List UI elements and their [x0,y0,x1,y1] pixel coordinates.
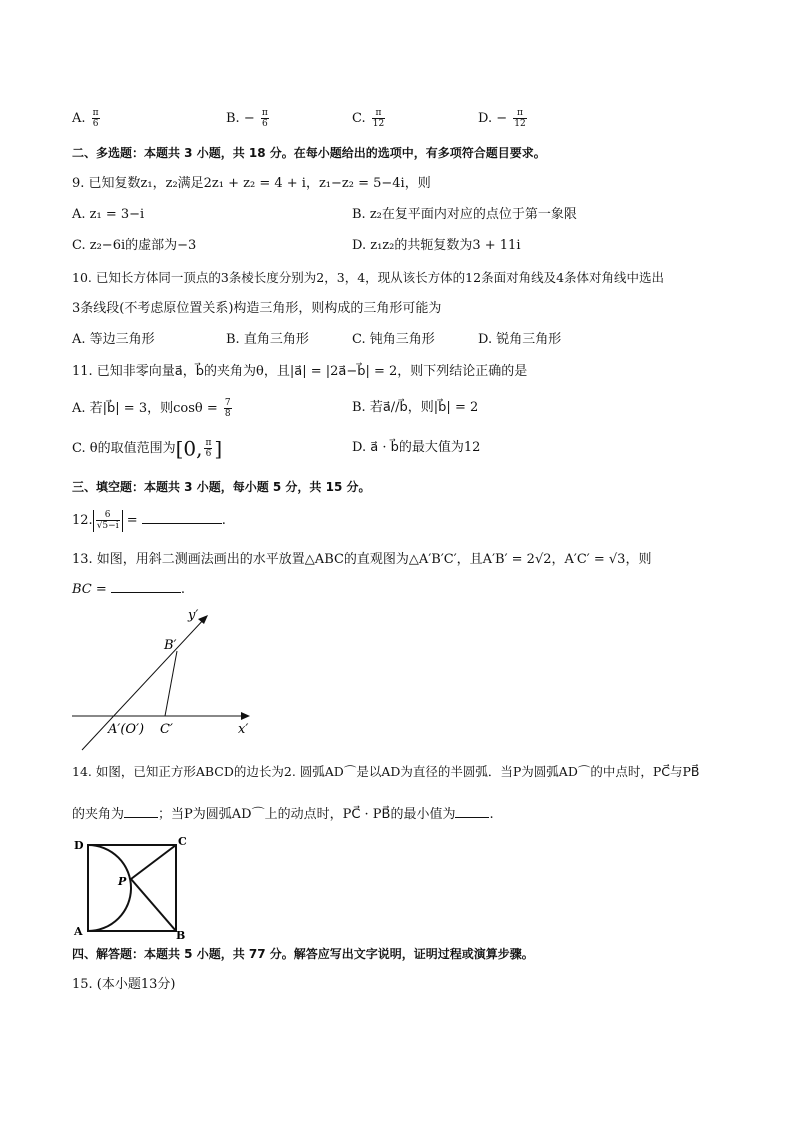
semicircle-arc-ad [88,845,131,931]
fraction: $\frac{\pi}{12}$ [372,108,385,129]
vertex-d-label: D [74,839,84,852]
answer-blank[interactable] [142,511,222,524]
q11-option-c: C. θ的取值范围为[0, $\frac{\pi}{6}$ ] [72,436,223,461]
fraction: $\frac{6}{√5-i}$ [96,510,119,531]
q10-stem-line1: 10. 已知长方体同一顶点的3条棱长度分别为2，3，4，现从该长方体的12条面对角线及4条体对角线中选出 [72,270,665,285]
q10-stem-line2: 3条线段(不考虑原位置关系)构造三角形，则构成的三角形可能为 [72,301,442,316]
q11-option-a: A. 若|b⃗| = 3，则cosθ = $\frac{7}{8}$ [72,398,231,419]
point-b-label: B′ [164,638,177,653]
q9-option-c: C. z₂−6i的虚部为−3 [72,238,197,253]
segment-b-c [165,651,177,716]
fraction: $\frac{7}{8}$ [224,398,231,419]
q12: 12. $\frac{6}{√5-i}$ = . [72,510,226,531]
segment-p-b [131,879,176,931]
fraction: $\frac{\pi}{12}$ [514,108,526,129]
q10-option-c: C. 钝角三角形 [352,332,435,347]
segment-p-c [131,845,176,879]
y-axis-label: y′ [188,608,199,623]
answer-blank[interactable] [124,805,158,818]
q11-option-d: D. a⃗ · b⃗的最大值为12 [352,440,481,455]
fraction: $\frac{\pi}{6}$ [92,108,99,129]
section-heading-fill-blank: 三、填空题：本题共 3 小题，每小题 5 分，共 15 分。 [72,480,371,494]
square-semicircle-figure [72,835,192,940]
point-c-label: C′ [160,722,173,737]
q9-option-b: B. z₂在复平面内对应的点位于第一象限 [352,207,577,222]
x-axis-label: x′ [238,722,249,737]
q9-option-d: D. z₁z₂的共轭复数为3 + 11i [352,238,521,253]
section-heading-solution: 四、解答题：本题共 5 小题，共 77 分。解答应写出文字说明，证明过程或演算步骤。 [72,947,534,961]
fraction: $\frac{\pi}{6}$ [205,438,212,459]
q10-option-b: B. 直角三角形 [226,332,309,347]
q8-option-d: D. − $\frac{\pi}{12}$ [478,108,526,129]
q8-option-c: C. $\frac{\pi}{12}$ [352,108,385,129]
q13-stem: 13. 如图，用斜二测画法画出的水平放置△ABC的直观图为△A′B′C′，且A′B′ = 2√2，A′C′ = √3，则 [72,552,652,567]
q11-option-b: B. 若a⃗//b⃗，则|b⃗| = 2 [352,400,479,415]
q14-stem-line2: 的夹角为 ；当P为圆弧AD⌒上的动点时，PC⃗ · PB⃗的最小值为 . [72,807,494,822]
q8-option-b: B. − $\frac{\pi}{6}$ [226,108,268,129]
vertex-a-label: A [74,925,83,938]
point-a-label: A′(O′) [108,722,145,737]
vertex-b-label: B [176,929,186,940]
q10-option-a: A. 等边三角形 [72,332,155,347]
q8-option-a: A. $\frac{\pi}{6}$ [72,108,99,129]
q9-stem: 9. 已知复数z₁，z₂满足2z₁ + z₂ = 4 + i，z₁−z₂ = 5−4i，则 [72,176,431,191]
q10-option-d: D. 锐角三角形 [478,332,562,347]
fraction: $\frac{\pi}{6}$ [261,108,268,129]
oblique-projection-figure [68,605,268,755]
q13-answer: BC = . [72,582,186,597]
y-axis-arrow [198,615,208,624]
q11-stem: 11. 已知非零向量a⃗，b⃗的夹角为θ，且|a⃗| = |2a⃗−b⃗| = 2，则下列结论正确的是 [72,364,528,379]
answer-blank[interactable] [455,805,489,818]
q15-heading: 15. (本小题13分) [72,977,176,992]
answer-blank[interactable] [111,580,181,593]
section-heading-multi-choice: 二、多选题：本题共 3 小题，共 18 分。在每小题给出的选项中，有多项符合题目要求。 [72,146,546,160]
q14-stem-line1: 14. 如图，已知正方形ABCD的边长为2. 圆弧AD⌒是以AD为直径的半圆弧．当P为圆弧AD⌒的中点时，PC⃗与PB⃗ [72,764,700,779]
x-axis-arrow [241,712,250,720]
q9-option-a: A. z₁ = 3−i [72,207,145,222]
point-p-label: P [118,875,127,888]
vertex-c-label: C [178,835,187,848]
